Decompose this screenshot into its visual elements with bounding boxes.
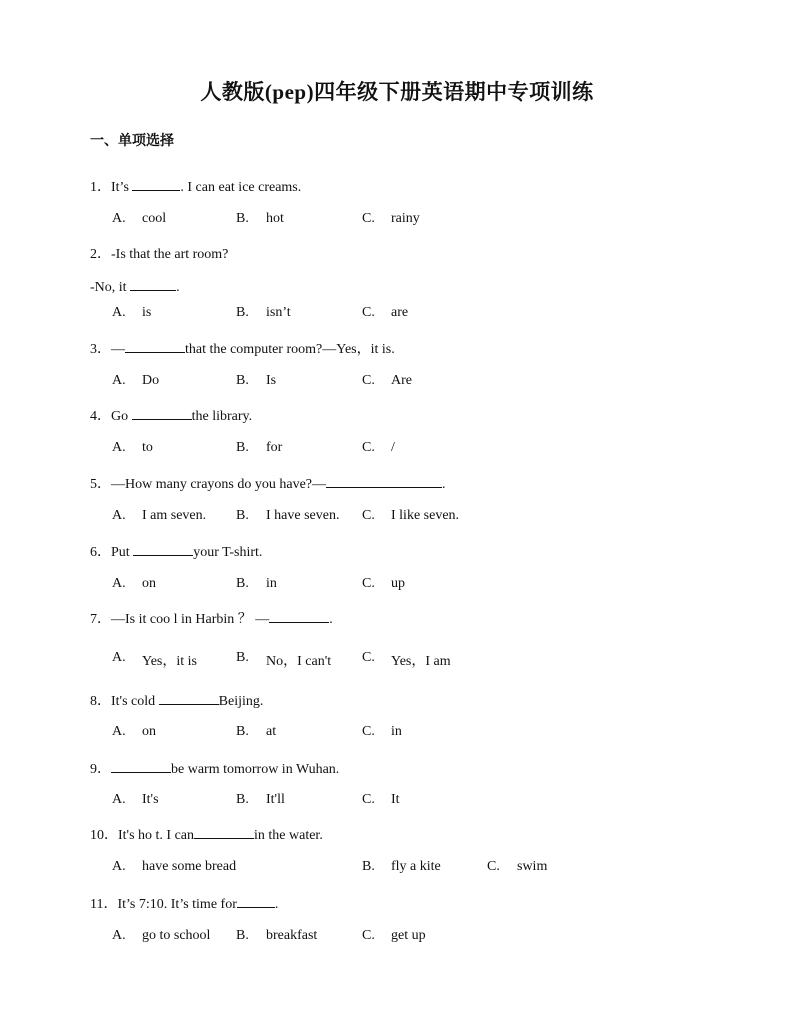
- question-number: 7．: [90, 612, 111, 627]
- option-text[interactable]: are: [391, 305, 409, 320]
- option-letter[interactable]: B.: [236, 508, 249, 523]
- option-text[interactable]: It: [391, 792, 400, 807]
- question-text: —Is it coo l in Harbin ？ —: [111, 612, 270, 627]
- page-title: 人教版(pep)四年级下册英语期中专项训练: [200, 80, 594, 104]
- question-text: It’s: [111, 180, 133, 195]
- option-letter[interactable]: A.: [112, 859, 126, 874]
- option-letter[interactable]: B.: [236, 724, 249, 739]
- answer-blank: [125, 340, 185, 353]
- option-text[interactable]: get up: [391, 928, 426, 943]
- question-text: —How many crayons do you have?—: [111, 477, 327, 492]
- option-text[interactable]: I like seven.: [391, 508, 460, 523]
- question-number: 9．: [90, 762, 111, 777]
- answer-blank: [159, 692, 219, 705]
- question-text: your T-shirt.: [193, 545, 263, 560]
- option-letter[interactable]: A.: [112, 305, 126, 320]
- question-text: Beijing.: [218, 694, 264, 709]
- question-6: [90, 541, 262, 561]
- question-text: .: [442, 477, 446, 492]
- option-text[interactable]: in: [266, 576, 277, 591]
- question-number: 6．: [90, 545, 111, 560]
- question-number: 4．: [90, 409, 111, 424]
- option-text[interactable]: fly a kite: [391, 859, 441, 874]
- option-text[interactable]: I have seven.: [266, 508, 340, 523]
- question-11: [90, 893, 278, 913]
- option-text[interactable]: Is: [266, 373, 277, 388]
- question-text: -No, it: [90, 280, 131, 295]
- question-number: 5．: [90, 477, 111, 492]
- option-text[interactable]: Do: [142, 373, 160, 388]
- question-text: be warm tomorrow in Wuhan.: [171, 762, 340, 777]
- option-letter[interactable]: C.: [362, 440, 375, 455]
- answer-blank: [111, 760, 171, 773]
- option-letter[interactable]: A.: [112, 211, 126, 226]
- option-text[interactable]: It's: [142, 792, 159, 807]
- option-letter[interactable]: A.: [112, 650, 126, 665]
- option-text[interactable]: Yes，it is: [142, 654, 197, 669]
- option-text[interactable]: breakfast: [266, 928, 318, 943]
- option-text[interactable]: Yes，I am: [391, 654, 451, 669]
- option-letter[interactable]: B.: [236, 792, 249, 807]
- option-text[interactable]: isn’t: [266, 305, 291, 320]
- option-letter[interactable]: A.: [112, 576, 126, 591]
- question-text: the library.: [191, 409, 253, 424]
- answer-blank: [133, 543, 193, 556]
- question-text: Go: [111, 409, 132, 424]
- option-letter[interactable]: B.: [236, 576, 249, 591]
- option-text[interactable]: I am seven.: [142, 508, 207, 523]
- option-letter[interactable]: C.: [362, 373, 375, 388]
- option-text[interactable]: rainy: [391, 211, 420, 226]
- question-number: 11．: [90, 897, 118, 912]
- option-letter[interactable]: A.: [112, 508, 126, 523]
- option-text[interactable]: cool: [142, 211, 167, 226]
- option-text[interactable]: for: [266, 440, 283, 455]
- option-letter[interactable]: A.: [112, 440, 126, 455]
- answer-blank: [132, 407, 192, 420]
- option-letter[interactable]: C.: [362, 305, 375, 320]
- option-letter[interactable]: C.: [362, 928, 375, 943]
- answer-blank: [132, 178, 180, 191]
- question-text: that the computer room?—Yes，it is.: [185, 342, 395, 357]
- question-7: [90, 608, 333, 628]
- question-text: It's ho t. I can: [118, 828, 195, 843]
- question-8: [90, 690, 263, 710]
- question-2: [90, 243, 228, 263]
- question-number: 1．: [90, 180, 111, 195]
- option-text[interactable]: No，I can't: [266, 654, 332, 669]
- question-text: .: [329, 612, 333, 627]
- option-text[interactable]: is: [142, 305, 152, 320]
- answer-blank: [269, 610, 329, 623]
- section-heading: 一、单项选择: [90, 133, 174, 149]
- question-text: .: [274, 897, 279, 912]
- option-letter[interactable]: B.: [236, 373, 249, 388]
- option-text[interactable]: go to school: [142, 928, 211, 943]
- option-text[interactable]: in: [391, 724, 402, 739]
- option-letter[interactable]: B.: [236, 650, 249, 665]
- option-text[interactable]: to: [142, 440, 153, 455]
- option-letter[interactable]: A.: [112, 724, 126, 739]
- option-letter[interactable]: C.: [362, 211, 375, 226]
- answer-blank: [326, 475, 442, 488]
- answer-blank: [237, 895, 275, 908]
- question-text: in the water.: [254, 828, 323, 843]
- question-9: [90, 758, 339, 778]
- question-text: .: [176, 280, 180, 295]
- option-letter[interactable]: C.: [362, 650, 375, 665]
- option-text[interactable]: Are: [391, 373, 412, 388]
- question-text: . I can eat ice creams.: [180, 180, 302, 195]
- question-text: —: [111, 342, 125, 357]
- option-letter[interactable]: C.: [362, 576, 375, 591]
- question-4: [90, 405, 252, 425]
- option-letter[interactable]: C.: [362, 724, 375, 739]
- option-text[interactable]: on: [142, 724, 156, 739]
- option-text[interactable]: up: [391, 576, 405, 591]
- question-number: 3．: [90, 342, 111, 357]
- option-letter[interactable]: B.: [236, 211, 249, 226]
- question-text: It’s 7:10. It’s time for: [117, 897, 237, 912]
- option-text[interactable]: hot: [266, 211, 284, 226]
- option-letter[interactable]: C.: [487, 859, 500, 874]
- option-letter[interactable]: B.: [362, 859, 375, 874]
- question-1: [90, 176, 301, 196]
- option-letter[interactable]: A.: [112, 373, 126, 388]
- question-number: 2．: [90, 247, 111, 262]
- question-3: [90, 338, 395, 358]
- answer-blank: [194, 826, 254, 839]
- answer-blank: [130, 278, 176, 291]
- question-text: It's cold: [111, 694, 159, 709]
- option-text[interactable]: at: [266, 724, 277, 739]
- question-number: 10．: [90, 828, 118, 843]
- question-text: Put: [111, 545, 134, 560]
- option-letter[interactable]: C.: [362, 508, 375, 523]
- question-2-line2: [90, 278, 180, 296]
- option-text[interactable]: It'll: [266, 792, 285, 807]
- option-text[interactable]: /: [391, 440, 395, 455]
- option-letter[interactable]: A.: [112, 928, 126, 943]
- option-text[interactable]: on: [142, 576, 156, 591]
- question-5: [90, 473, 446, 493]
- question-text: -Is that the art room?: [111, 247, 229, 262]
- option-letter[interactable]: B.: [236, 440, 249, 455]
- option-letter[interactable]: B.: [236, 305, 249, 320]
- option-letter[interactable]: A.: [112, 792, 126, 807]
- option-letter[interactable]: B.: [236, 928, 249, 943]
- option-text[interactable]: swim: [517, 859, 548, 874]
- option-letter[interactable]: C.: [362, 792, 375, 807]
- question-10: [90, 824, 323, 844]
- question-number: 8．: [90, 694, 111, 709]
- option-text[interactable]: have some bread: [142, 859, 237, 874]
